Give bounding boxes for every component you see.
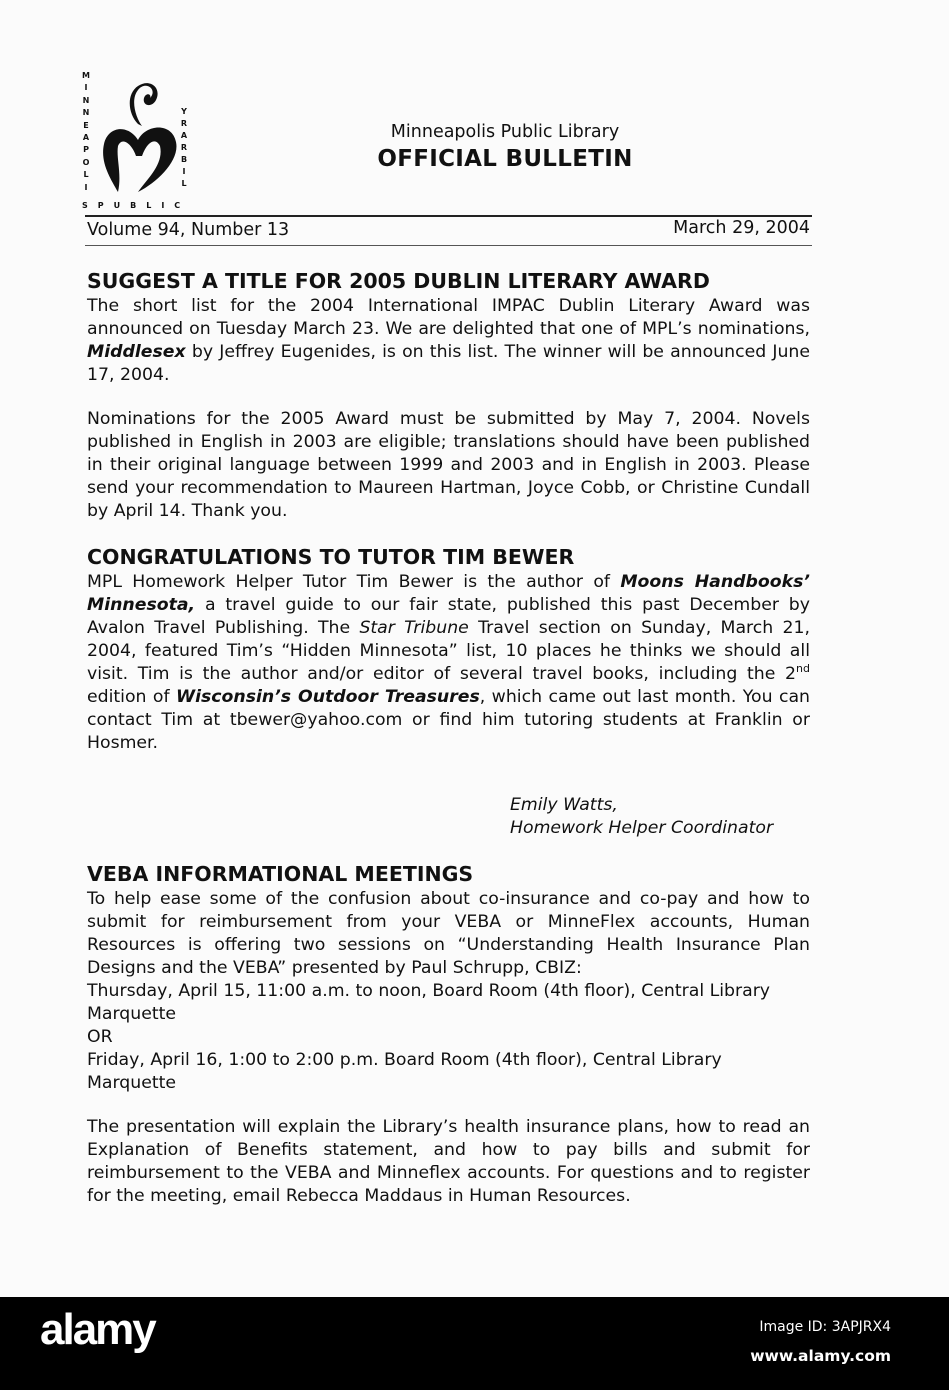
logo-bottom-text: SPUBLIC xyxy=(82,201,191,210)
section-heading-veba: VEBA INFORMATIONAL MEETINGS xyxy=(87,862,474,886)
header-rule xyxy=(85,215,812,217)
logo-m-figure-icon xyxy=(98,74,180,200)
watermark-bar xyxy=(0,1297,949,1390)
logo-right-letters: Y R A R B I L xyxy=(180,107,188,188)
veba-session-1: Thursday, April 15, 11:00 a.m. to noon, Board Room (4th floor), Central Library Marquette xyxy=(87,981,771,1024)
organization-name: Minneapolis Public Library xyxy=(390,122,620,142)
bulletin-title: OFFICIAL BULLETIN xyxy=(377,146,633,172)
header-rule-lower xyxy=(85,245,812,246)
watermark-image-id: Image ID: 3APJRX4 xyxy=(759,1319,891,1335)
section-heading-dublin-award: SUGGEST A TITLE FOR 2005 DUBLIN LITERARY AWARD xyxy=(87,269,710,293)
bulletin-body xyxy=(87,268,810,1208)
signature-title: Homework Helper Coordinator xyxy=(510,818,774,838)
logo-left-letters: M I N N E A P O L I xyxy=(82,71,90,192)
signature-name: Emily Watts, xyxy=(510,795,618,815)
watermark-site: www.alamy.com xyxy=(750,1347,891,1365)
veba-session-2: Friday, April 16, 1:00 to 2:00 p.m. Board Room (4th floor), Central Library Marquette xyxy=(87,1050,722,1093)
dublin-award-paragraph-1: The short list for the 2004 International IMPAC Dublin Literary Award was announced on Tuesday March 23. We are delighted that one of MPL’s nominations, Middlesex by Jeffrey Eugenides, is on this list. The winner will be announced June 17, 2004. xyxy=(87,296,810,385)
dublin-award-paragraph-2: Nominations for the 2005 Award must be submitted by May 7, 2004. Novels published in English in 2003 are eligible; translations should have been published in their original language between 1999 and 2003 and in English in 2003. Please send your recommendation to Maureen Hartman, Joyce Cobb, or Christine Cundall by April 14. Thank you. xyxy=(87,409,810,521)
volume-number: Volume 94, Number 13 xyxy=(87,220,290,240)
watermark-logo: alamy xyxy=(40,1305,155,1354)
veba-or: OR xyxy=(87,1027,113,1047)
section-heading-tutor: CONGRATULATIONS TO TUTOR TIM BEWER xyxy=(87,545,575,569)
tutor-paragraph: MPL Homework Helper Tutor Tim Bewer is the author of Moons Handbooks’ Minnesota, a travel guide to our fair state, published this past December by Avalon Travel Publishing. The Star Tribune Travel section on Sunday, March 21, 2004, featured Tim’s “Hidden Minnesota” list, 10 places he thinks we should all visit. Tim is the author and/or editor of several travel books, including the 2nd edition of Wisconsin’s Outdoor Treasures, which came out last month. You can contact Tim at tbewer@yahoo.com or find him tutoring students at Franklin or Hosmer. xyxy=(87,572,810,753)
veba-paragraph-1: To help ease some of the confusion about co-insurance and co-pay and how to submit for reimbursement from your VEBA or MinneFlex accounts, Human Resources is offering two sessions on “Understanding Health Insurance Plan Designs and the VEBA” presented by Paul Schrupp, CBIZ: xyxy=(87,889,810,978)
library-logo xyxy=(82,70,212,215)
veba-paragraph-2: The presentation will explain the Library’s health insurance plans, how to read an Explanation of Benefits statement, and how to pay bills and submit for reimbursement to the VEBA and Minneflex accounts. For questions and to register for the meeting, email Rebecca Maddaus in Human Resources. xyxy=(87,1117,810,1206)
bulletin-date: March 29, 2004 xyxy=(673,218,810,238)
